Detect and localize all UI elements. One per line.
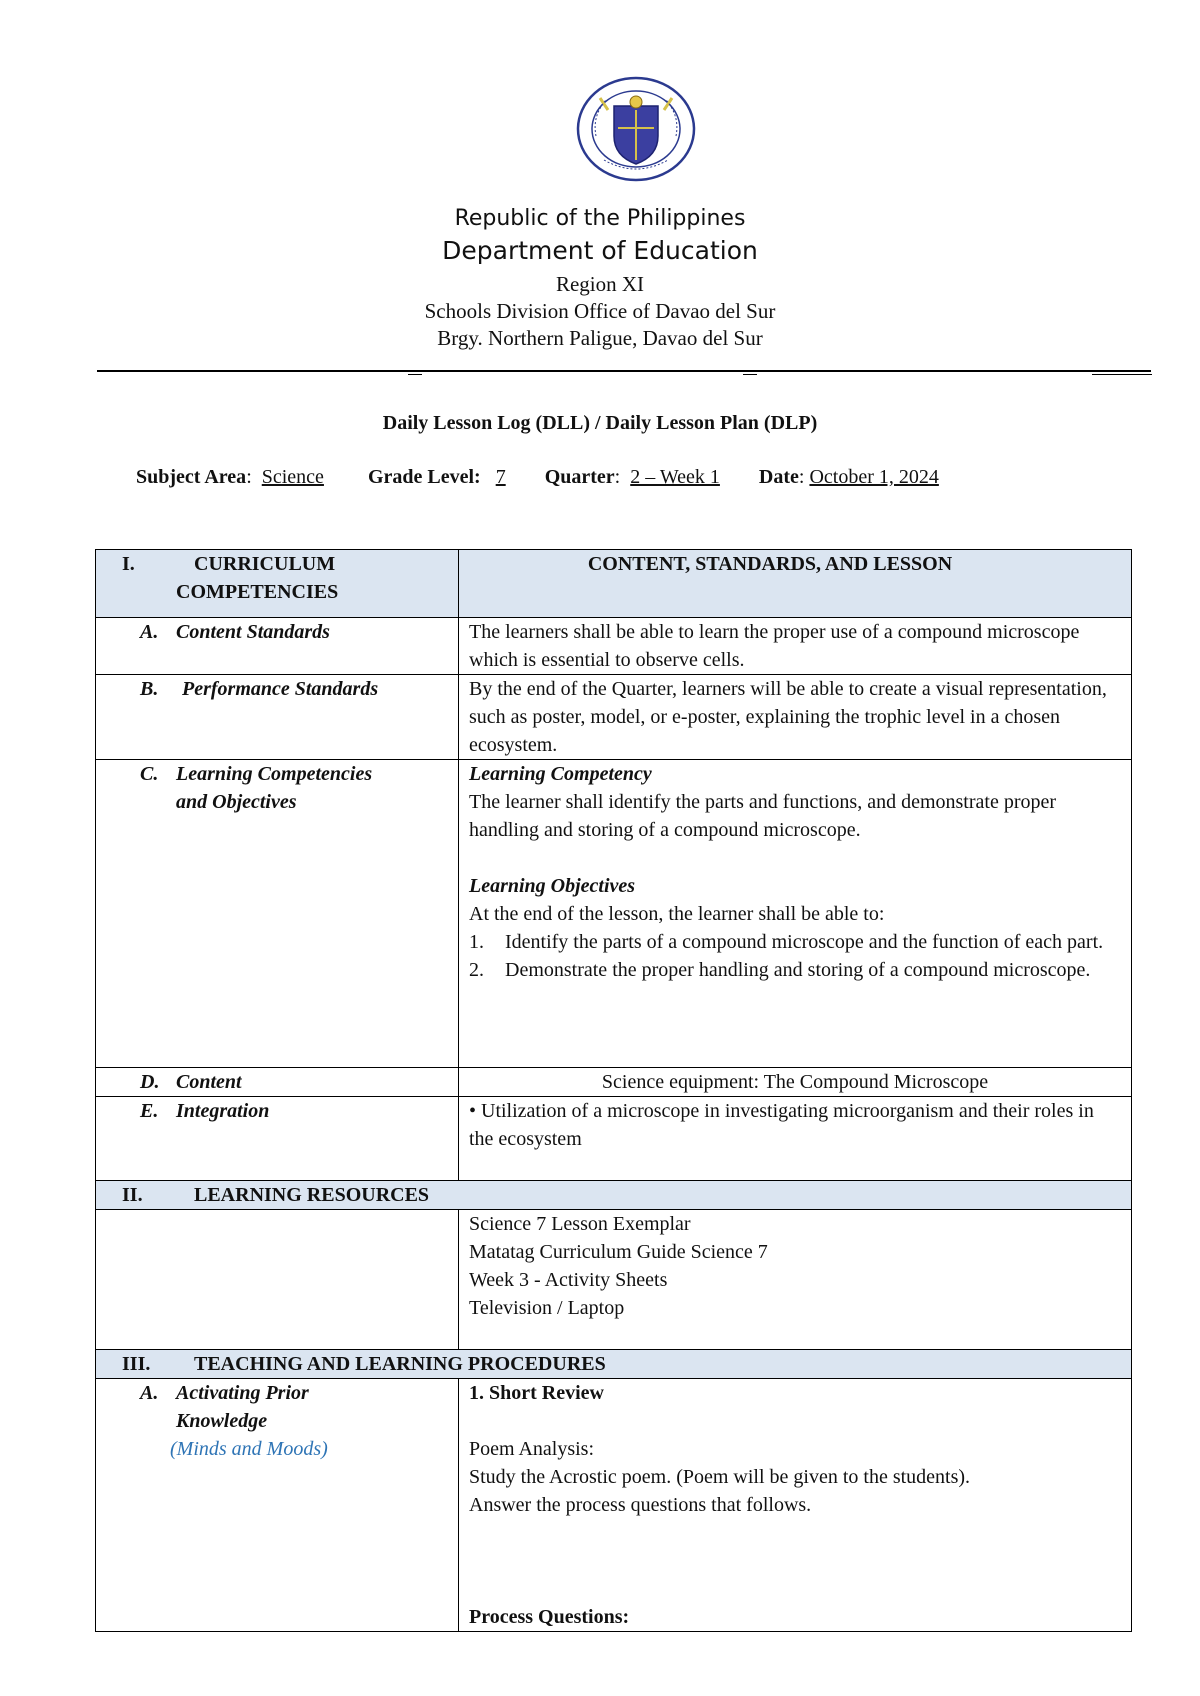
row-label: Content [176, 1071, 242, 1093]
process-questions-heading: Process Questions: [469, 1606, 630, 1628]
address-line: Brgy. Northern Paligue, Davao del Sur [437, 326, 763, 350]
section-title-line2: COMPETENCIES [176, 581, 339, 603]
competency-text: The learner shall identify the parts and functions, and demonstrate proper handling and storing of a compound microscope. [469, 791, 1057, 841]
row-letter: A. [140, 1382, 159, 1404]
objectives-list [469, 928, 1121, 984]
minds-and-moods-note: (Minds and Moods) [170, 1438, 328, 1460]
header-divider-tick [408, 374, 422, 375]
integration-text: • Utilization of a microscope in investigating microorganism and their roles in the ecosystem [459, 1097, 1132, 1181]
republic-line: Republic of the Philippines [454, 206, 746, 231]
list-number: 2. [469, 959, 484, 981]
division-line: Schools Division Office of Davao del Sur [424, 299, 776, 323]
poem-heading: Poem Analysis: [469, 1438, 595, 1460]
performance-standards-text: By the end of the Quarter, learners will be able to create a visual representation, such as poster, model, or e-poster, explaining the trophic level in a chosen ecosystem. [459, 675, 1132, 760]
subject-label: Subject Area [136, 466, 247, 488]
section-number: III. [122, 1353, 151, 1375]
row-letter: B. [140, 678, 159, 700]
header-divider-tick [743, 374, 757, 375]
table-row [96, 760, 1132, 1068]
row-label: Performance Standards [182, 678, 379, 700]
row-label: Integration [176, 1100, 270, 1122]
row-letter: E. [140, 1100, 159, 1122]
resource-item: Science 7 Lesson Exemplar [469, 1213, 691, 1235]
poem-text: Answer the process questions that follows. [469, 1494, 812, 1516]
table-row [96, 675, 1132, 760]
row-label: Learning Competencies [176, 763, 373, 785]
list-number: 1. [469, 931, 484, 953]
section-right-title: CONTENT, STANDARDS, AND LESSON [459, 550, 1132, 618]
content-text: Science equipment: The Compound Microscope [459, 1068, 1132, 1097]
row-label: Content Standards [176, 621, 330, 643]
poem-text: Study the Acrostic poem. (Poem will be given to the students). [469, 1466, 971, 1488]
quarter-label: Quarter [544, 466, 615, 488]
objectives-intro: At the end of the lesson, the learner shall be able to: [469, 903, 885, 925]
list-text: Identify the parts of a compound microscope and the function of each part. [505, 931, 1104, 953]
grade-value: 7 [495, 466, 506, 488]
grade-label: Grade Level: [367, 466, 481, 488]
section-number: II. [122, 1184, 143, 1206]
row-label-line2: Knowledge [176, 1410, 268, 1432]
table-row [96, 618, 1132, 675]
competency-heading: Learning Competency [469, 763, 652, 785]
lesson-meta: Subject Area: Science Grade Level: 7 Quarter: 2 – Week 1 Date: October 1, 2024 [136, 466, 939, 488]
document-title: Daily Lesson Log (DLL) / Daily Lesson Plan (DLP) [382, 412, 818, 434]
row-label: Activating Prior [176, 1382, 309, 1404]
resource-item: Week 3 - Activity Sheets [469, 1269, 668, 1291]
header-divider-tick [1092, 374, 1152, 375]
section-title: LEARNING RESOURCES [194, 1184, 430, 1206]
list-text: Demonstrate the proper handling and storing of a compound microscope. [505, 959, 1091, 981]
section-header-curriculum [96, 550, 1132, 618]
deped-seal-icon [576, 76, 696, 182]
region-line: Region XI [555, 272, 645, 296]
header-divider [97, 370, 1151, 372]
section-header-procedures [96, 1350, 1132, 1379]
date-label: Date [758, 466, 799, 488]
objectives-heading: Learning Objectives [469, 875, 636, 897]
quarter-value: 2 – Week 1 [630, 466, 720, 488]
section-header-resources [96, 1181, 1132, 1210]
date-value: October 1, 2024 [809, 466, 939, 488]
table-row [96, 1210, 1132, 1350]
resource-item: Matatag Curriculum Guide Science 7 [469, 1241, 768, 1263]
section-title-line1: CURRICULUM [194, 553, 336, 575]
list-item [469, 956, 1121, 984]
short-review-heading: 1. Short Review [469, 1382, 604, 1404]
table-row [96, 1379, 1132, 1632]
lesson-table [95, 549, 1132, 1632]
row-letter: A. [140, 621, 159, 643]
row-letter: C. [140, 763, 159, 785]
content-standards-text: The learners shall be able to learn the proper use of a compound microscope which is essential to observe cells. [459, 618, 1132, 675]
resource-item: Television / Laptop [469, 1297, 625, 1319]
subject-value: Science [261, 466, 324, 488]
table-row [96, 1097, 1132, 1181]
section-title: TEACHING AND LEARNING PROCEDURES [194, 1353, 606, 1375]
department-line: Department of Education [442, 236, 758, 265]
row-letter: D. [140, 1071, 160, 1093]
table-row [96, 1068, 1132, 1097]
row-label-line2: and Objectives [176, 791, 297, 813]
list-item [469, 928, 1121, 956]
section-number: I. [122, 553, 135, 575]
